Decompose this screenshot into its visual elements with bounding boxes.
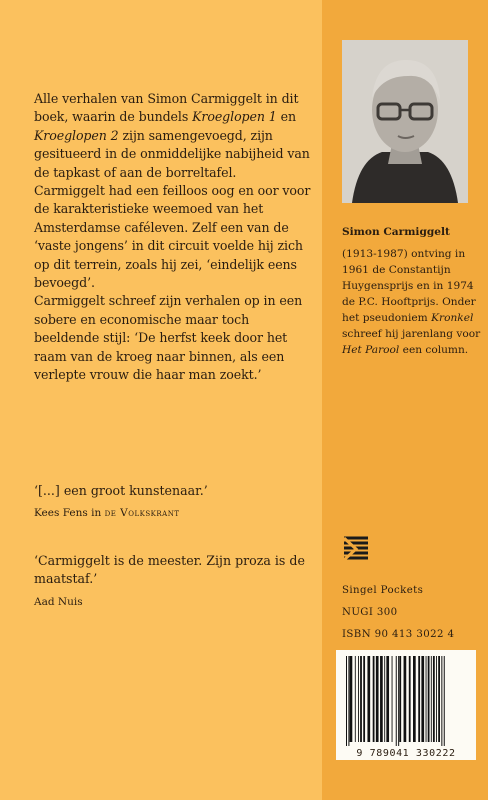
barcode-bar (367, 656, 370, 742)
nugi-code: NUGI 300 (342, 607, 398, 618)
barcode-bar (350, 656, 353, 742)
blurb-paragraph-3: Carmiggelt schreef zijn verhalen op in een sobere en economische maar toch beeldende stijl: ‘De herfst keek door het raam van de kroeg naar binnen, als een verlepte vrouw die haar man zoekt.’ (34, 293, 303, 383)
source-publication: de Volkskrant (104, 507, 180, 520)
publisher-logo-icon (342, 536, 370, 562)
barcode-bar (438, 656, 440, 742)
barcode-bar (373, 656, 375, 742)
barcode-bar (441, 656, 442, 746)
quote-source (34, 506, 314, 520)
barcode-bar (433, 656, 435, 742)
bio-text-part: een column. (399, 344, 469, 356)
publisher-name: Singel Pockets (342, 585, 424, 596)
barcode-bar (360, 656, 362, 742)
barcode-bar (358, 656, 359, 742)
barcode-bar (399, 656, 401, 742)
blurb-text: zijn samengevoegd, zijn gesitueerd in de onmiddelijke nabijheid van de tapkast of aan de borreltafel. (34, 127, 310, 180)
barcode-bar (380, 656, 383, 742)
barcode-bar (355, 656, 356, 742)
blurb-paragraph-2: Carmiggelt had een feilloos oog en oor voor de karakteristieke weemoed van het Amsterdamse caféleven. Zelf een van de ‘vaste jongens’ in dit circuit voelde hij zich op dit terrein, zoals hij zei, ‘eindelijk eens bevoegd’. (34, 183, 311, 291)
author-bio (342, 224, 482, 358)
barcode-bar (346, 656, 347, 746)
barcode-bars (340, 654, 472, 748)
blurb (34, 90, 314, 385)
book-title: Kroeglopen 2 (34, 127, 119, 143)
barcode-bar (431, 656, 432, 742)
source-name: Aad Nuis (34, 595, 83, 608)
bio-text (342, 246, 482, 358)
barcode (336, 650, 476, 760)
review-quote (34, 552, 314, 609)
barcode-bar (363, 656, 365, 742)
barcode-bar (404, 656, 407, 742)
barcode-bar (409, 656, 411, 742)
barcode-bar (376, 656, 379, 742)
bio-text-part: (1913-1987) ontving in 1961 de Constantijn Huygensprijs en in 1974 de P.C. Hooftprijs. Onder het pseudoniem (342, 248, 476, 324)
barcode-bar (444, 656, 445, 746)
barcode-bar (386, 656, 389, 742)
barcode-bar (428, 656, 430, 742)
barcode-bar (398, 656, 399, 746)
blurb-text: en (276, 109, 296, 125)
barcode-bar (396, 656, 397, 746)
blurb-paragraph-1 (34, 90, 314, 182)
author-name: Simon Carmiggelt (342, 226, 450, 238)
publisher-info (342, 580, 482, 646)
quote-text: ‘[...] een groot kunstenaar.’ (34, 483, 208, 498)
quote-text: ‘Carmiggelt is de meester. Zijn proza is de maatstaf.’ (34, 553, 305, 587)
barcode-bar (413, 656, 416, 742)
barcode-digits: 9 789041 330222 (356, 748, 456, 759)
barcode-bar (384, 656, 385, 742)
barcode-bar (436, 656, 437, 742)
author-portrait (342, 40, 468, 203)
author-photo (342, 40, 468, 203)
source-name: Kees Fens in (34, 507, 105, 520)
barcode-bar (421, 656, 424, 742)
barcode-bar (392, 656, 393, 742)
barcode-bar (418, 656, 420, 742)
barcode-bar (348, 656, 349, 746)
isbn: ISBN 90 413 3022 4 (342, 629, 455, 640)
bio-text-part: schreef hij jarenlang voor (342, 328, 481, 340)
quote-source (34, 595, 314, 609)
blurb-text: Alle verhalen van Simon Carmiggelt in dit boek, waarin de bundels (34, 91, 299, 125)
newspaper-name: Het Parool (342, 344, 400, 356)
pseudonym: Kronkel (431, 312, 474, 324)
review-quote (34, 482, 314, 520)
barcode-bar (426, 656, 427, 742)
book-title: Kroeglopen 1 (192, 109, 277, 125)
